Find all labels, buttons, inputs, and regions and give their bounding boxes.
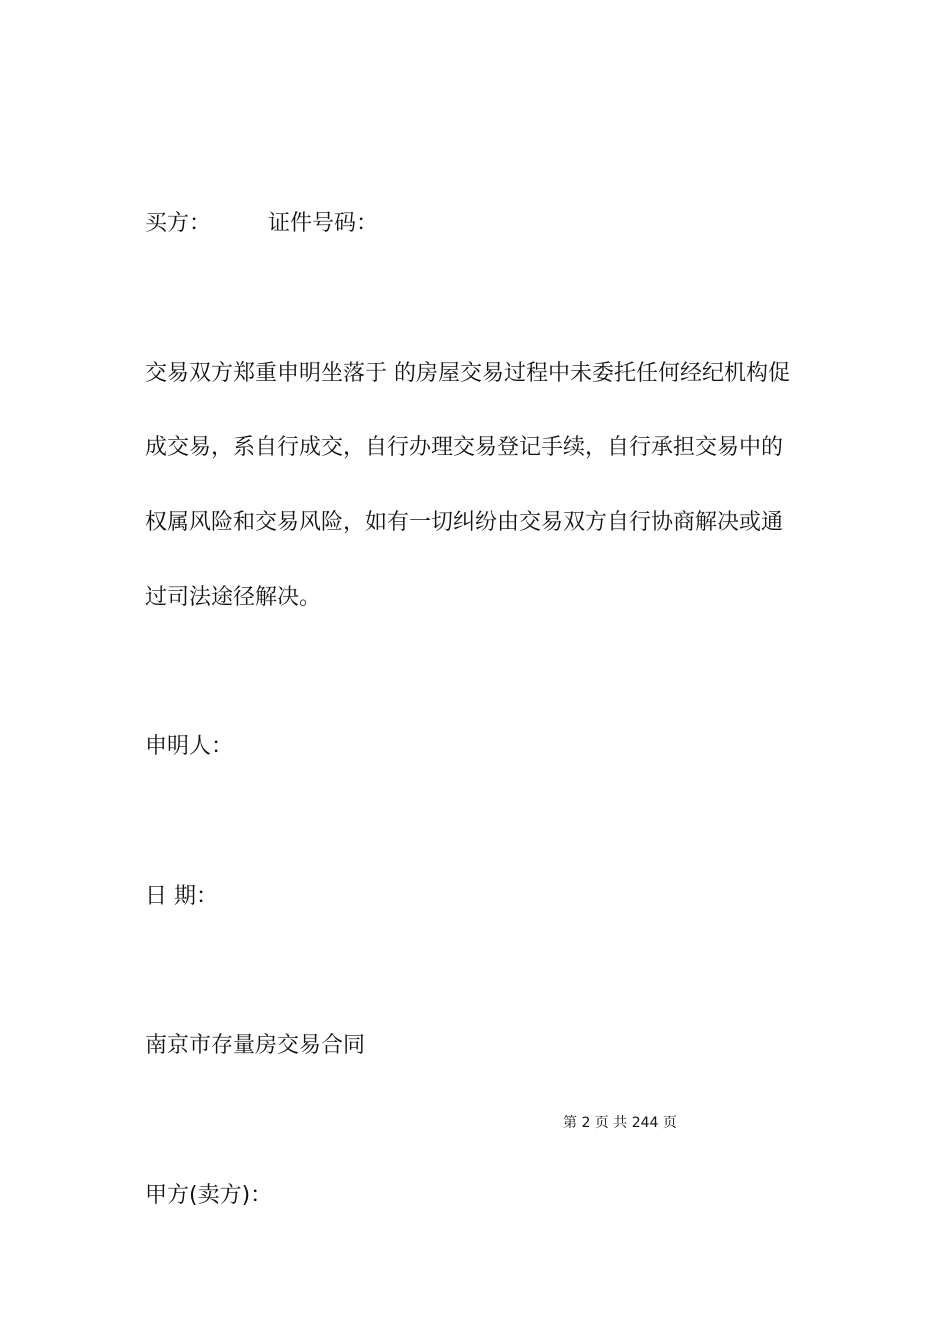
buyer-row	[145, 211, 379, 237]
statement-line: 交易双方郑重申明坐落于 的房屋交易过程中未委托任何经纪机构促	[145, 361, 790, 386]
buyer-label: 买方：	[145, 211, 212, 236]
statement-line: 过司法途径解决。	[145, 585, 322, 610]
contract-title: 南京市存量房交易合同	[145, 1033, 366, 1058]
date-label: 日 期：	[145, 884, 218, 909]
id-number-label: 证件号码：	[268, 211, 379, 236]
statement-line: 成交易，系自行成交，自行办理交易登记手续，自行承担交易中的	[145, 435, 784, 460]
declarant-label: 申明人：	[145, 734, 234, 759]
party-a-label: 甲方(卖方)：	[145, 1183, 273, 1208]
page-number-footer: 第 2 页 共 244 页	[563, 1115, 677, 1131]
statement-line: 权属风险和交易风险，如有一切纠纷由交易双方自行协商解决或通	[145, 510, 784, 535]
